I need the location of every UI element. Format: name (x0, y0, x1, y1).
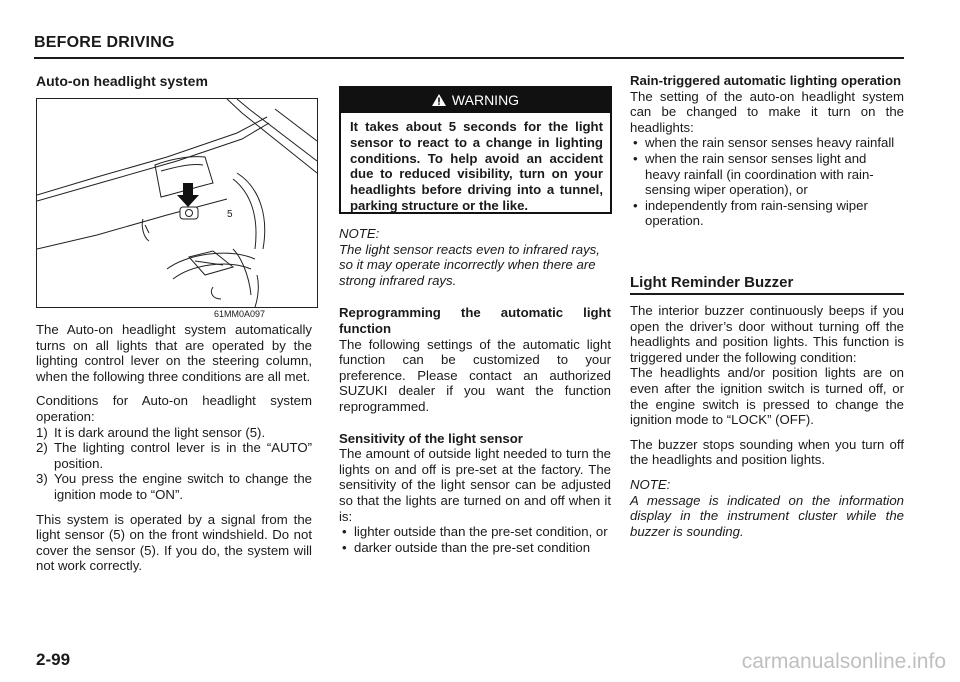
light-sensor-icon (177, 183, 199, 219)
list-item: • darker outside than the pre-set condition (339, 540, 611, 556)
watermark: carmanualsonline.info (741, 650, 946, 673)
note-label: NOTE: (339, 226, 380, 241)
column-1 (36, 73, 316, 89)
light-reminder-heading: Light Reminder Buzzer (630, 274, 794, 291)
condition-item: 2) The lighting control lever is in the “AUTO” position. (36, 440, 312, 471)
light-reminder-rule (630, 293, 904, 295)
column-2-body (339, 226, 611, 555)
conditions-intro: Conditions for Auto-on headlight system operation: (36, 393, 312, 424)
condition-item: 3) You press the engine switch to change the ignition mode to “ON”. (36, 471, 312, 502)
column-3-body (630, 73, 904, 229)
list-item: • when the rain sensor senses heavy rainfall (630, 135, 904, 151)
warning-triangle-icon (432, 88, 446, 113)
condition-item: 1) It is dark around the light sensor (5). (36, 424, 266, 440)
light-reminder-text-3: The buzzer stops sounding when you turn off the headlights and position lights. (630, 436, 904, 468)
figure-code: 61MM0A097 (214, 309, 266, 319)
rain-text: The setting of the auto-on headlight system can be changed to make it turn on the headlights: (630, 88, 904, 135)
section-heading-auto-on: Auto-on headlight system (36, 73, 208, 89)
note-text: A message is indicated on the information display in the instrument cluster while the buzzer is sounding. (630, 492, 904, 539)
rain-list (630, 135, 904, 229)
auto-on-intro: The Auto-on headlight system automatically turns on all lights that are operated by the lighting control lever on the steering column, when the following three conditions are all met. (36, 322, 312, 384)
list-item: • independently from rain-sensing wiper operation. (630, 198, 904, 229)
auto-on-outro: This system is operated by a signal from the light sensor (5) on the front windshield. Do not cover the sensor (5). If you do, the system will not work correctly. (36, 511, 312, 574)
rain-heading: Rain-triggered automatic lighting operation (630, 73, 902, 88)
sensitivity-text: The amount of outside light needed to turn the lights on and off is pre-set at the factory. The sensitivity of the light sensor can be adjusted so that the lights are turned on and off when it is: (339, 446, 611, 524)
warning-box (339, 86, 612, 214)
reprogramming-text: The following settings of the automatic light function can be customized to your preference. Please contact an authorized SUZUKI dealer if you want the function reprogrammed. (339, 336, 611, 414)
column-1-body (36, 322, 312, 574)
note-text: The light sensor reacts even to infrared rays, so it may operate incorrectly when there are strong infrared rays. (339, 241, 600, 288)
sensitivity-list (339, 524, 611, 555)
conditions-list (36, 425, 312, 503)
warning-title: WARNING (451, 92, 520, 108)
sensitivity-heading: Sensitivity of the light sensor (339, 430, 523, 446)
page-header-title: BEFORE DRIVING (34, 34, 175, 51)
figure-callout-label: 5 (227, 209, 233, 220)
windshield-sensor-drawing (37, 99, 317, 307)
dashboard-illustration (36, 98, 318, 308)
light-reminder-text-1: The interior buzzer continuously beeps if you open the driver’s door without turning off the headlights and position lights. This function is triggered under the following condition: (630, 303, 904, 365)
light-reminder-text-2: The headlights and/or position lights are on even after the ignition switch is turned off, or the engine switch is pressed to change the ignition mode to “LOCK” (OFF). (630, 365, 904, 428)
light-reminder-body (630, 303, 904, 539)
page-number: 2-99 (36, 650, 71, 669)
note-label: NOTE: (630, 476, 671, 492)
reprogramming-heading: Reprogramming the automatic light function (339, 305, 611, 336)
warning-header (341, 88, 610, 113)
warning-text: It takes about 5 seconds for the light sensor to react to a change in lighting conditions. To help avoid an accident due to reduced visibility, turn on your headlights before driving into a tunnel, parking structure or the like. (350, 119, 603, 213)
list-item: • lighter outside than the pre-set condition, or (339, 524, 611, 540)
header-rule (34, 57, 904, 59)
list-item: • when the rain sensor senses light and heavy rainfall (in coordination with rain-sensing wiper operation), or (630, 151, 904, 198)
